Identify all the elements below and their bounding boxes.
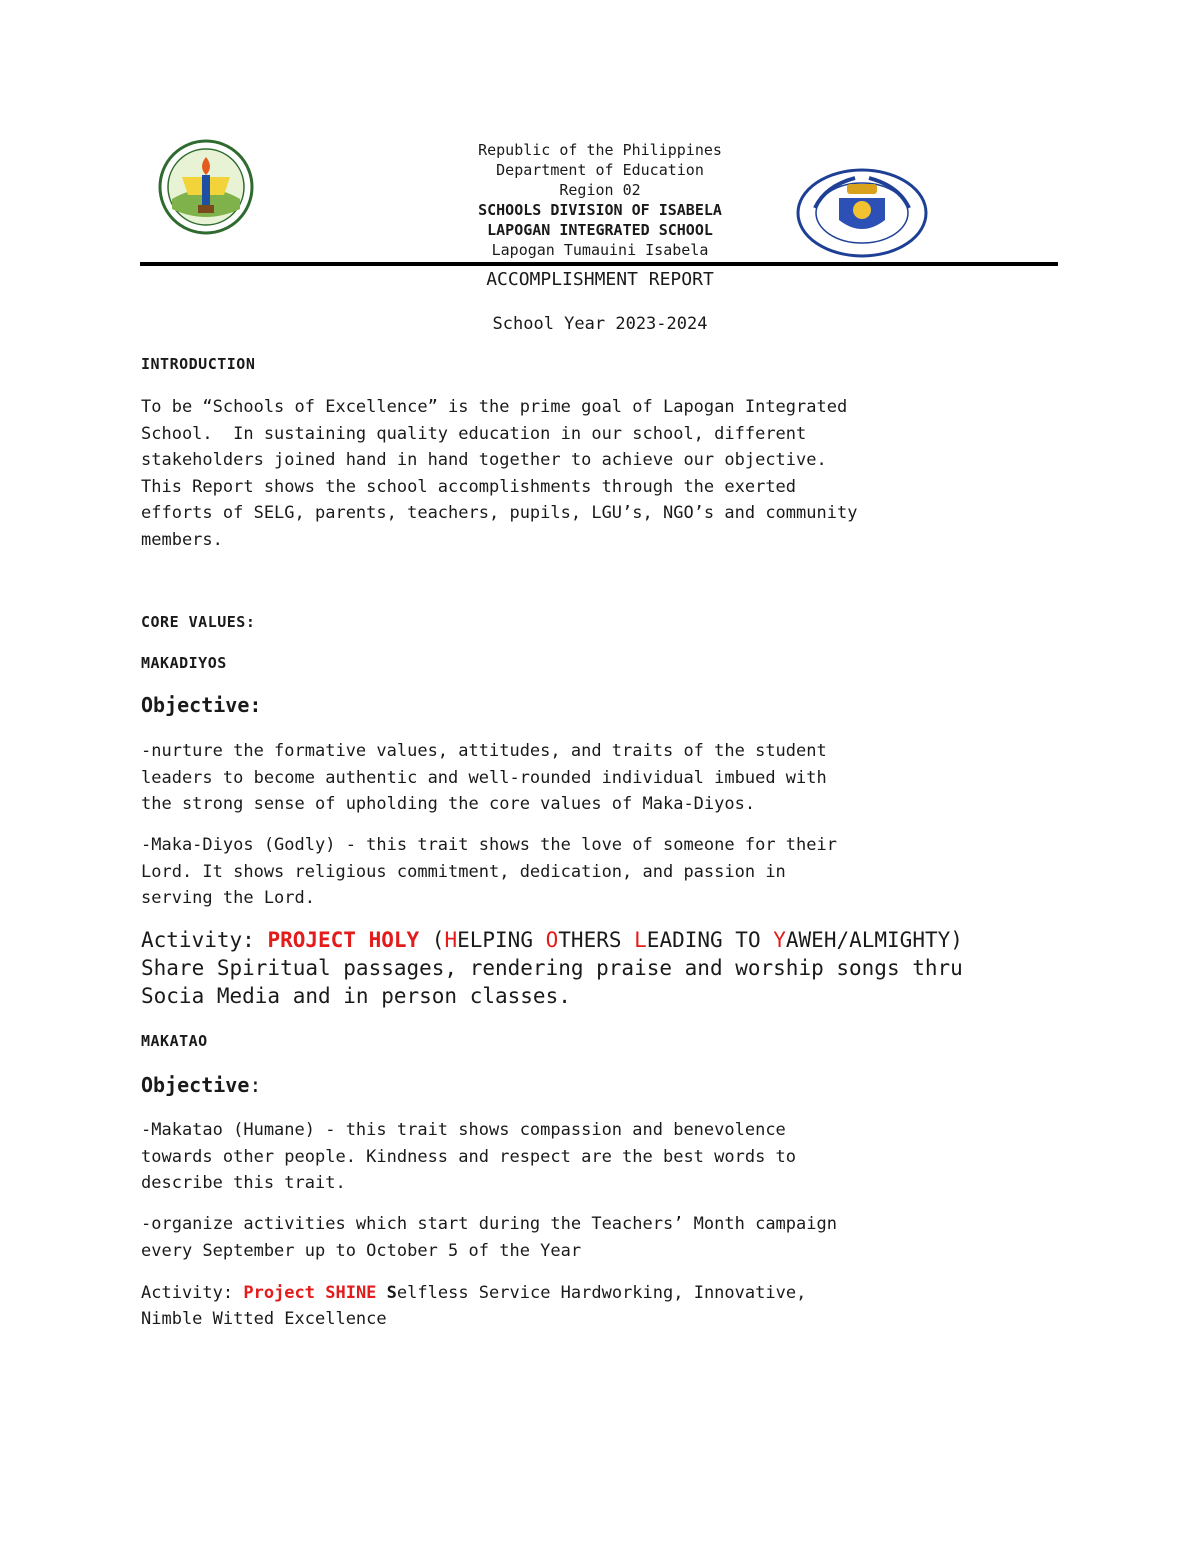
core-values-heading: CORE VALUES: bbox=[141, 613, 256, 631]
acronym-rest-h: ELPING bbox=[457, 928, 546, 952]
makatao-objective-colon: : bbox=[249, 1073, 262, 1097]
makadiyos-heading: MAKADIYOS bbox=[141, 654, 227, 672]
intro-body: To be “Schools of Excellence” is the prime goal of Lapogan Integrated School. In sustaining quality education in our school, different stakeholders joined hand in hand together to achieve our objective. This Report shows the school accomplishments through the exerted efforts of SELG, parents, teachers, pupils, LGU’s, NGO’s and community members. bbox=[141, 397, 858, 550]
header-republic: Republic of the Philippines bbox=[478, 141, 722, 159]
intro-heading: INTRODUCTION bbox=[141, 355, 256, 373]
header-department: Department of Education bbox=[496, 161, 704, 179]
activity-label: Activity: bbox=[141, 928, 268, 952]
header-division: SCHOOLS DIVISION OF ISABELA bbox=[478, 201, 722, 219]
makatao-objective-word: Objective bbox=[141, 1073, 250, 1097]
acronym-rest-o: THERS bbox=[558, 928, 635, 952]
project-holy-name: PROJECT HOLY bbox=[267, 928, 420, 952]
makadiyos-objective-2: -Maka-Diyos (Godly) - this trait shows the love of someone for their Lord. It shows religious commitment, dedication, and passion in serving the Lord. bbox=[141, 835, 837, 908]
project-shine-name: Project SHINE bbox=[243, 1283, 377, 1303]
header-region: Region 02 bbox=[559, 181, 641, 199]
header-address: Lapogan Tumauini Isabela bbox=[491, 241, 709, 259]
makadiyos-objective-1: -nurture the formative values, attitudes, and traits of the student leaders to become authentic and well-rounded individual imbued with the strong sense of upholding the core values of Maka-Diyos. bbox=[141, 741, 827, 814]
makatao-objective-label bbox=[141, 1073, 261, 1097]
acronym-letter-h: H bbox=[444, 928, 458, 952]
makatao-activity-label: Activity: bbox=[141, 1283, 244, 1303]
acronym-rest-y: AWEH/ALMIGHTY) bbox=[785, 928, 963, 952]
acronym-open: ( bbox=[419, 928, 445, 952]
makatao-objective-1: -Makatao (Humane) - this trait shows compassion and benevolence towards other people. Kindness and respect are the best words to describe this trait. bbox=[141, 1120, 797, 1193]
report-title: ACCOMPLISHMENT REPORT bbox=[486, 269, 714, 290]
makadiyos-activity-desc: Share Spiritual passages, rendering praise and worship songs thru Socia Media and in person classes. bbox=[141, 956, 963, 1008]
school-year: School Year 2023-2024 bbox=[492, 314, 708, 334]
acronym-letter-l: L bbox=[634, 928, 647, 952]
makatao-activity bbox=[141, 1280, 1071, 1332]
makatao-objective-2: -organize activities which start during the Teachers’ Month campaign every September up to October 5 of the Year bbox=[141, 1214, 837, 1261]
acronym-letter-o: O bbox=[545, 928, 559, 952]
acronym-rest-l: EADING TO bbox=[646, 928, 774, 952]
acronym-letter-y: Y bbox=[773, 928, 786, 952]
makatao-heading: MAKATAO bbox=[141, 1032, 208, 1050]
header-school: LAPOGAN INTEGRATED SCHOOL bbox=[487, 221, 713, 239]
acronym-letter-s: S bbox=[376, 1283, 397, 1303]
makadiyos-activity bbox=[141, 926, 1081, 954]
header-divider bbox=[140, 262, 1058, 266]
makatao-activity-rest: elfless Service Hardworking, Innovative, Nimble Witted Excellence bbox=[141, 1283, 807, 1329]
makadiyos-objective-label: Objective: bbox=[141, 693, 262, 717]
